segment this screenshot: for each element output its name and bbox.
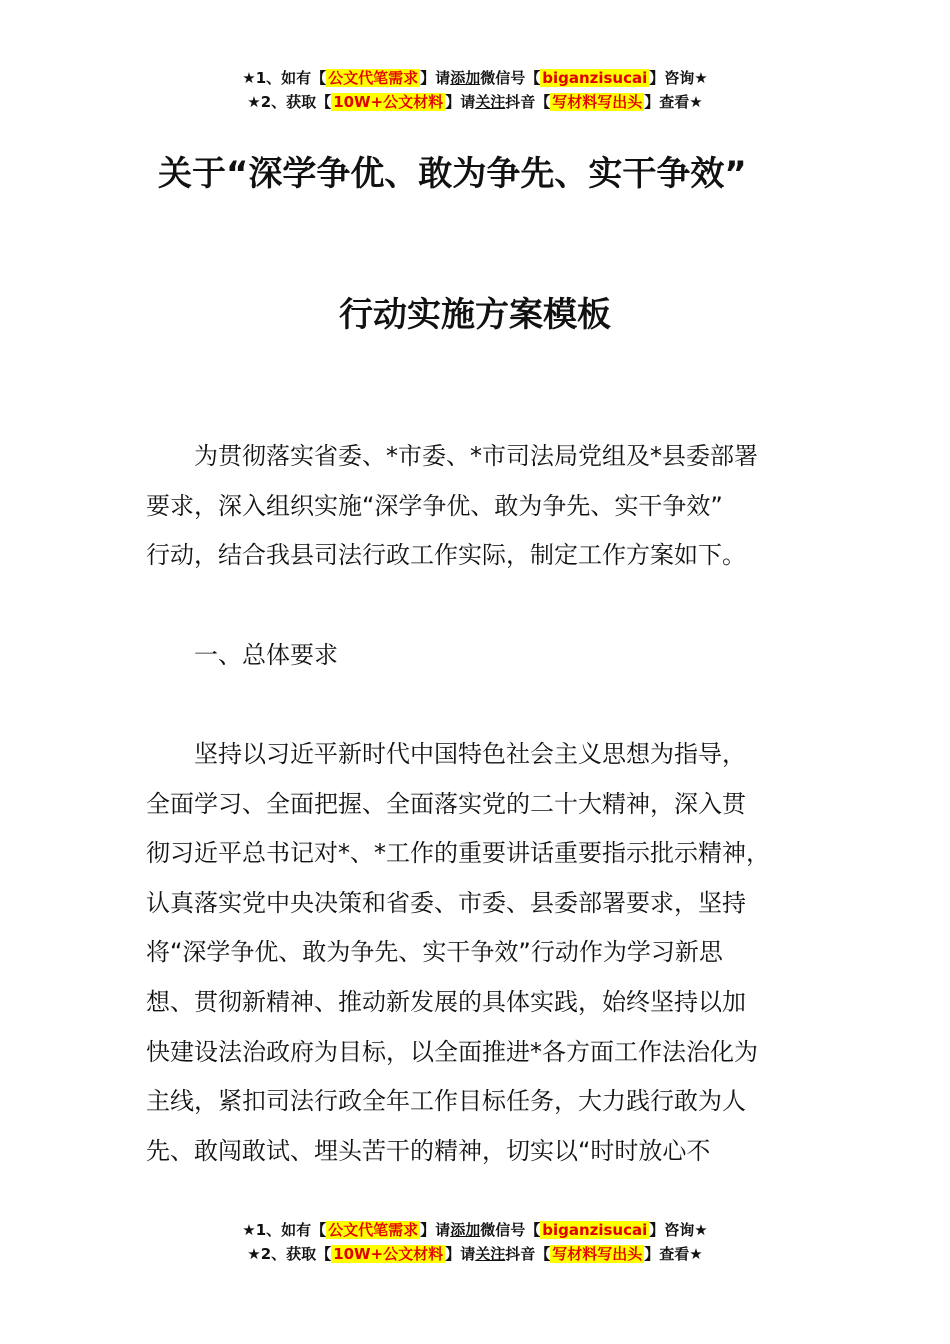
banner-highlight: biganzisucai xyxy=(542,69,648,87)
banner-text: ★1、如有【 xyxy=(242,1221,327,1239)
banner-text: 微信号【 xyxy=(480,1221,541,1239)
paragraph-line: 为贯彻落实省委、*市委、*市司法局党组及*县委部署 xyxy=(194,442,758,470)
document-title-line-1: 关于“深学争优、敢为争先、实干争效” xyxy=(158,154,747,194)
paragraph-line: 坚持以习近平新时代中国特色社会主义思想为指导， xyxy=(194,740,746,768)
section-heading-text: 一、总体要求 xyxy=(194,641,338,669)
requirements-paragraph xyxy=(146,730,836,1176)
banner-highlight: 公文代笔需求 xyxy=(328,69,419,87)
paragraph-line: 将“深学争优、敢为争先、实干争效”行动作为学习新思 xyxy=(146,938,723,967)
paragraph-line: 彻习近平总书记对*、*工作的重要讲话重要指示批示精神， xyxy=(146,839,770,868)
paragraph-line: 先、敢闯敢试、埋头苦干的精神，切实以“时时放心不 xyxy=(146,1136,711,1165)
banner-text: 】查看★ xyxy=(644,93,703,111)
banner-highlight: 10W+公文材料 xyxy=(333,93,444,111)
banner-line-1 xyxy=(0,1218,950,1242)
banner-underlined: 关注 xyxy=(475,93,506,111)
banner-text: ★2、获取【 xyxy=(247,93,332,111)
banner-underlined: 添加 xyxy=(450,1221,481,1239)
banner-text: 】请 xyxy=(420,69,451,87)
paragraph-line: 行动，结合我县司法行政工作实际，制定工作方案如下。 xyxy=(146,541,746,570)
paragraph-line: 要求，深入组织实施“深学争优、敢为争先、实干争效” xyxy=(146,491,723,520)
banner-text: 】请 xyxy=(445,93,476,111)
banner-text: 】请 xyxy=(420,1221,451,1239)
banner-highlight: biganzisucai xyxy=(542,1221,648,1239)
paragraph-line: 想、贯彻新精神、推动新发展的具体实践，始终坚持以加 xyxy=(146,987,746,1016)
banner-highlight: 写材料写出头 xyxy=(552,1245,643,1263)
banner-line-2 xyxy=(0,1242,950,1266)
banner-highlight: 10W+公文材料 xyxy=(333,1245,444,1263)
paragraph-line: 主线，紧扣司法行政全年工作目标任务，大力践行敢为人 xyxy=(146,1087,746,1116)
banner-text: 微信号【 xyxy=(480,69,541,87)
intro-paragraph xyxy=(146,432,836,581)
banner-highlight: 写材料写出头 xyxy=(552,93,643,111)
document-title-line-2: 行动实施方案模板 xyxy=(339,295,611,335)
banner-text: 抖音【 xyxy=(505,93,551,111)
paragraph-line: 认真落实党中央决策和省委、市委、县委部署要求，坚持 xyxy=(146,888,746,917)
paragraph-line: 全面学习、全面把握、全面落实党的二十大精神，深入贯 xyxy=(146,789,746,818)
banner-text: ★2、获取【 xyxy=(247,1245,332,1263)
banner-text: 】查看★ xyxy=(644,1245,703,1263)
banner-line-1 xyxy=(0,66,950,90)
footer-banner xyxy=(0,1218,950,1266)
banner-text: 】咨询★ xyxy=(649,1221,708,1239)
banner-text: 】咨询★ xyxy=(649,69,708,87)
section-heading xyxy=(146,631,836,681)
banner-text: 抖音【 xyxy=(505,1245,551,1263)
paragraph-line: 快建设法治政府为目标，以全面推进*各方面工作法治化为 xyxy=(146,1037,758,1066)
banner-underlined: 添加 xyxy=(450,69,481,87)
banner-text: ★1、如有【 xyxy=(242,69,327,87)
banner-text: 】请 xyxy=(445,1245,476,1263)
banner-line-2 xyxy=(0,90,950,114)
banner-underlined: 关注 xyxy=(475,1245,506,1263)
header-banner xyxy=(0,66,950,114)
banner-highlight: 公文代笔需求 xyxy=(328,1221,419,1239)
